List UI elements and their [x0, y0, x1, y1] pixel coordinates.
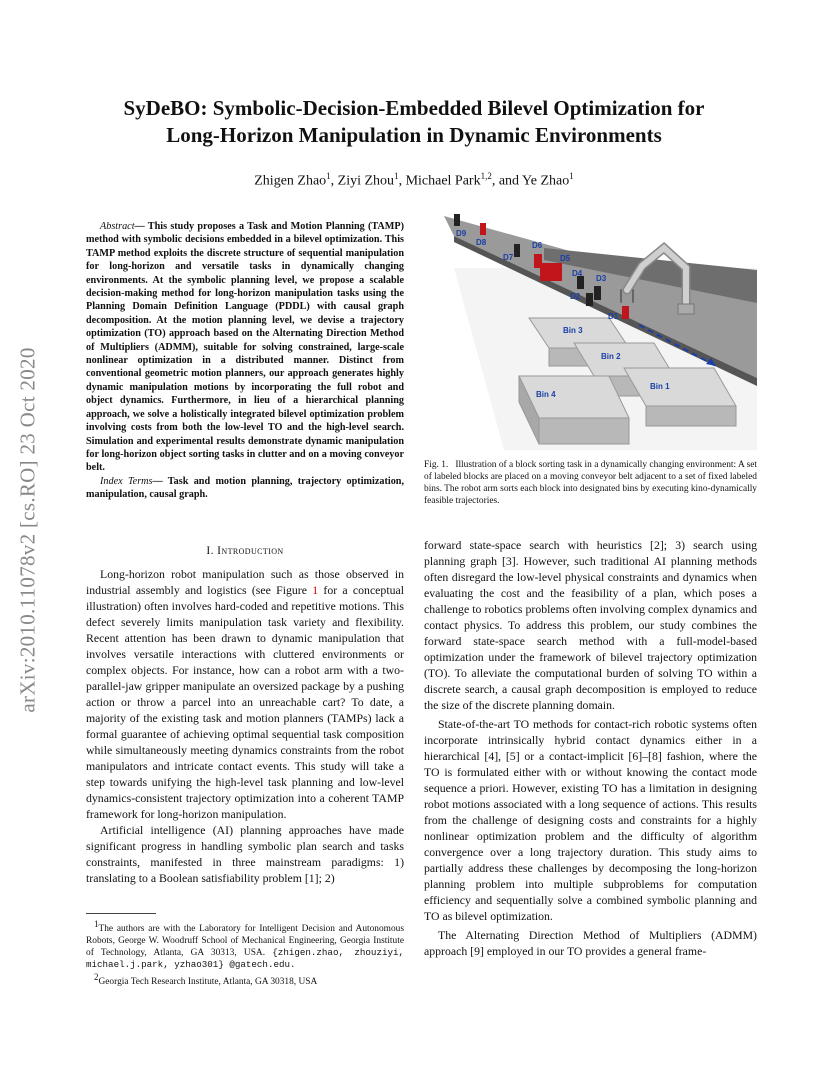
author-affiliation: 1	[569, 171, 574, 181]
author-name: Ye Zhao	[522, 173, 570, 189]
author-list	[60, 171, 768, 190]
footnote-mark: 1	[94, 919, 99, 929]
abstract	[86, 220, 404, 502]
paragraph-text: for a conceptual illustration) often involves hard-coded and repetitive motions. This defect severely limits manipulation task variety and flexibility. Recent attention has been drawn to dynamic manipulation that involves versatile interactions with cluttered environments or complex objects. For instance, how can a robot arm with a two-parallel-jaw gripper manipulate an oversized package by a pushing action or throw a parcel into an unreachable cart? To date, a majority of the existing task and motion planners (TAMPs) lack a formal guarantee of achieving optimal sequential task composition while simultaneously meeting dynamics constraints from the robot manipulators and intricate contact events. This study will take a step towards unifying the high-level task planning and low-level dynamics-consistent trajectory optimization into a coherent TAMP framework for long-horizon manipulation.	[86, 583, 405, 821]
arxiv-stamp	[8, 290, 48, 770]
label-d9: D9	[456, 229, 467, 238]
paragraph: forward state-space search with heuristics [2]; 3) search using planning graph [3]. However, such traditional AI planning methods often disregard the low-level physical constraints and dynamics when evaluating the cost and the feasibility of a plan, which poses a challenge to robotics problems often involving complex dynamics and contact physics. To address this problem, our study combines the forward state-space search method with a full-model-based optimization under the framework of bilevel trajectory optimization (TO). To alleviate the computational burden of solving TO within a discrete search, a causal graph decomposition is employed to reduce the size of the discrete planning domain.	[424, 538, 757, 712]
label-bin-2: Bin 2	[601, 352, 621, 361]
author-separator: ,	[330, 173, 338, 189]
figure-1-illustration	[424, 208, 757, 450]
label-bin-3: Bin 3	[563, 326, 583, 335]
paragraph: The Alternating Direction Method of Multipliers (ADMM) approach [9] employed in our TO provides a general frame-	[424, 928, 757, 958]
block-d2	[586, 293, 593, 306]
block-d5	[540, 263, 562, 281]
paragraph-text: Long-horizon robot manipulation such as those observed in industrial assembly and logistics (see Figure	[86, 567, 404, 597]
section-heading: I. Introduction	[206, 545, 284, 557]
abstract-label: Abstract	[100, 221, 135, 232]
block-d7	[514, 244, 520, 257]
label-d4: D4	[572, 269, 583, 278]
label-bin-1: Bin 1	[650, 382, 670, 391]
index-terms-text: — Task and motion planning, trajectory optimization, manipulation, causal graph.	[86, 475, 404, 501]
title-line-1: SyDeBO: Symbolic-Decision-Embedded Bilevel Optimization for	[123, 96, 705, 120]
block-d9	[454, 214, 460, 226]
caption-text: Illustration of a block sorting task in a dynamically changing environment: A set of labeled blocks are placed on a moving conveyor belt adjacent to a set of fixed labeled bins. The robot arm sorts each block into designated bins by executing kino-dynamically feasible trajectories.	[424, 460, 758, 506]
label-d6: D6	[532, 241, 543, 250]
index-terms-label: Index Terms	[100, 475, 153, 487]
label-d1: D1	[608, 312, 619, 321]
label-d3: D3	[596, 274, 607, 283]
figure-reference-link[interactable]: 1	[312, 583, 319, 597]
footnote-emails: {zhigen.zhao, zhouziyi, michael.j.park, yzhao301} @gatech.edu.	[86, 947, 405, 971]
label-d7: D7	[503, 253, 514, 262]
label-d5: D5	[560, 254, 571, 263]
author-affiliation: 1	[394, 171, 399, 181]
author-separator: ,	[398, 173, 406, 189]
abstract-text: — This study proposes a Task and Motion Planning (TAMP) method with symbolic decisions embedded in a bilevel optimization. This TAMP method exploits the discrete structure of sequential manipulation for long-horizon and versatile tasks in dynamically changing environments. At the symbolic planning level, we propose a scalable decision-making method for long-horizon manipulation tasks using the Planning Domain Definition Language (PDDL) with causal graph decomposition. At the motion planning level, we devise a trajectory optimization (TO) approach based on the Alternating Direction Method of Multipliers (ADMM), suitable for solving constrained, large-scale nonlinear optimization in a distributed manner. Distinct from conventional geometric motion planners, our approach generates highly dynamic manipulation motions by incorporating the full robot and object dynamics. Furthermore, in lieu of a hierarchical planning approach, we solve a holistically integrated bilevel optimization problem involving costs from both the low-level TO and the high-level search. Simulation and experimental results demonstrate dynamic manipulation for long-horizon object sorting tasks in clutter and on a moving conveyor belt.	[86, 221, 404, 474]
block-d1	[622, 306, 629, 319]
footnote-text: The authors are with the Laboratory for Intelligent Decision and Autonomous Robots, George W. Woodruff School of Mechanical Engineering, Georgia Institute of Technology, Atlanta, GA 30313, USA.	[86, 924, 404, 959]
paper-title	[60, 95, 768, 149]
author-name: Michael Park	[405, 173, 481, 189]
author-name: Ziyi Zhou	[337, 173, 395, 189]
label-d8: D8	[476, 238, 487, 247]
author-separator: , and	[491, 173, 523, 189]
label-d2: D2	[570, 292, 581, 301]
footnote-mark: 2	[94, 972, 99, 983]
block-d3	[594, 286, 601, 300]
paragraph: Artificial intelligence (AI) planning approaches have made significant progress in handling symbolic plan search and tasks constraints, manifested in three mainstream paradigms: 1) translating to a Boolean satisfiability problem [1]; 2)	[86, 823, 404, 885]
conveyor-scene	[424, 208, 757, 450]
figure-1-caption	[424, 459, 757, 507]
block-d8	[480, 223, 486, 235]
author-affiliation: 1	[326, 171, 331, 181]
paragraph: State-of-the-art TO methods for contact-rich robotic systems often incorporate intrinsically hybrid contact dynamics either in a hierarchical [4], [5] or a contact-implicit [6]–[8] fashion, where the TO is formulated either with or without knowing the contact mode sequence a priori. However, existing TO has a limitation in designing robot motions associated with a long sequence of actions. This results from the challenge of designing costs and constraints for a highly nonlinear optimization problem and the difficulty of algorithm convergence over a long trajectory duration. This study aims to partially address these challenges by decomposing the long-horizon planning problem into multiple subproblems for computation efficiency and sequentially solve a combined symbolic planning and TO as bilevel optimization.	[424, 717, 757, 923]
paragraph	[86, 566, 404, 822]
footnote-divider	[86, 913, 156, 914]
bin-4	[519, 376, 629, 444]
arxiv-id: arXiv:2010.11078v2 [cs.RO] 23 Oct 2020	[15, 347, 40, 713]
footnotes	[86, 918, 404, 988]
label-bin-4: Bin 4	[536, 390, 556, 399]
intro-column-right	[424, 537, 757, 959]
intro-column-left	[86, 566, 404, 886]
caption-label: Fig. 1.	[424, 460, 449, 470]
footnote-text: Georgia Tech Research Institute, Atlanta, GA 30318, USA	[98, 977, 318, 988]
title-line-2: Long-Horizon Manipulation in Dynamic Environments	[166, 123, 662, 147]
author-affiliation: 1,2	[480, 171, 492, 181]
author-name: Zhigen Zhao	[254, 173, 327, 189]
